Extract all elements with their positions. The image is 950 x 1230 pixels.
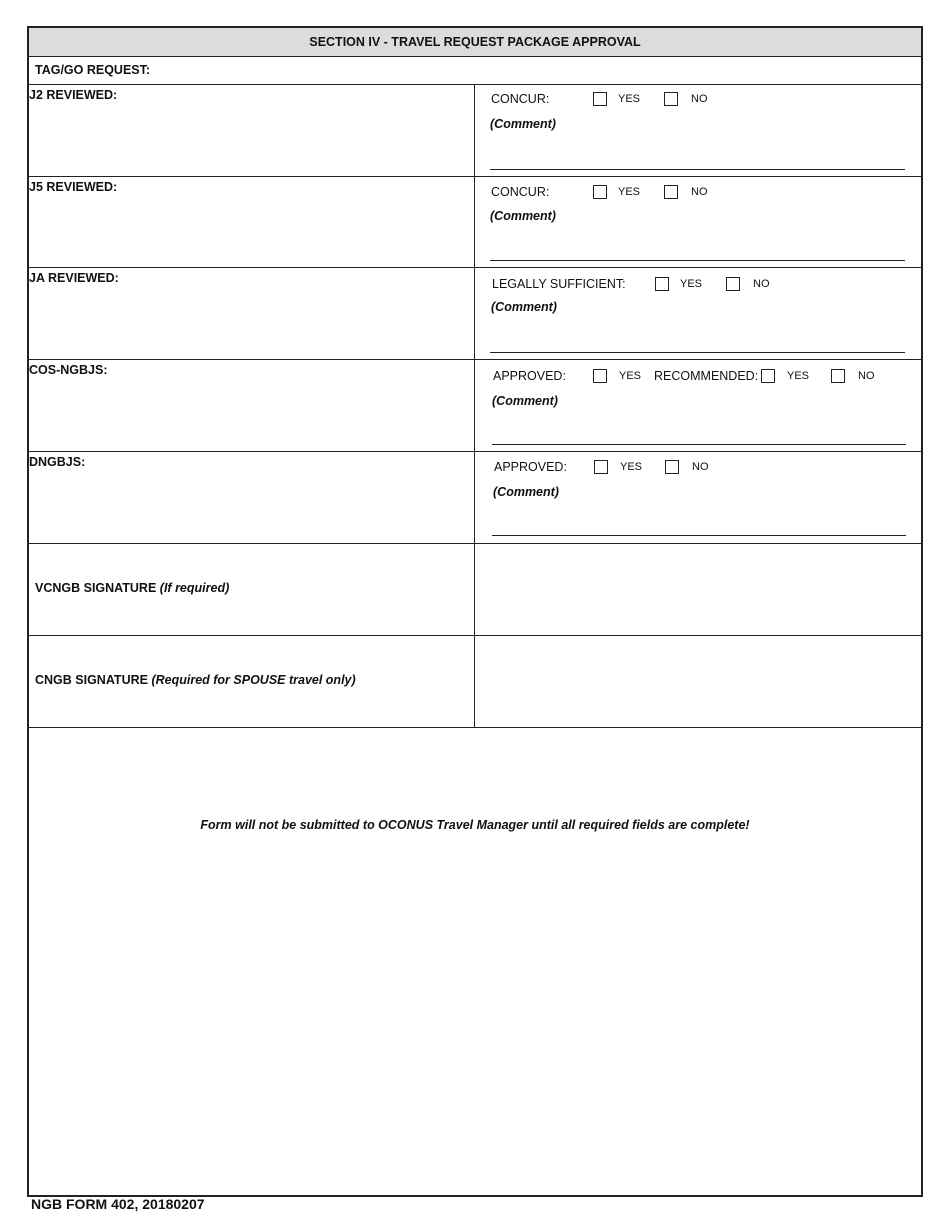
cos-approved-yes-label: YES bbox=[619, 370, 642, 382]
dngbjs-options bbox=[494, 458, 709, 476]
cngb-note: (Required for SPOUSE travel only) bbox=[151, 673, 356, 687]
cos-recommended-yes-checkbox[interactable] bbox=[761, 369, 775, 383]
cos-recommended-yes-label: YES bbox=[787, 370, 810, 382]
dngbjs-row bbox=[29, 452, 921, 544]
cos-recommended-no-label: NO bbox=[858, 370, 875, 382]
j5-concur-label: CONCUR: bbox=[491, 185, 550, 199]
cngb-signature-field[interactable] bbox=[475, 636, 921, 727]
cos-ngbjs-cell[interactable] bbox=[29, 360, 475, 451]
ja-legally-sufficient-label: LEGALLY SUFFICIENT: bbox=[492, 277, 626, 291]
dngbjs-label: DNGBJS: bbox=[29, 455, 86, 469]
vcngb-signature-label: VCNGB SIGNATURE (If required) bbox=[35, 581, 230, 595]
cngb-signature-label: CNGB SIGNATURE (Required for SPOUSE travel only) bbox=[35, 673, 356, 687]
vcngb-signature-field[interactable] bbox=[475, 544, 921, 635]
j5-reviewed-row bbox=[29, 177, 921, 268]
cos-recommended-no-checkbox[interactable] bbox=[831, 369, 845, 383]
cos-comment-line[interactable] bbox=[492, 444, 906, 445]
vcngb-note: (If required) bbox=[159, 581, 230, 595]
j2-concur-cell bbox=[475, 85, 921, 176]
j2-comment-line[interactable] bbox=[490, 169, 905, 170]
j2-no-label: NO bbox=[691, 93, 708, 105]
cngb-signature-row bbox=[29, 636, 921, 728]
j2-concur-label: CONCUR: bbox=[491, 92, 550, 106]
j5-yes-label: YES bbox=[618, 186, 641, 198]
vcngb-signature-label-cell bbox=[29, 544, 475, 635]
cos-approved-yes-checkbox[interactable] bbox=[593, 369, 607, 383]
ja-yes-label: YES bbox=[680, 278, 703, 290]
cos-recommended-label: RECOMMENDED: bbox=[654, 369, 759, 383]
cos-ngbjs-approval-cell bbox=[475, 360, 921, 451]
tag-go-request-row bbox=[29, 57, 921, 85]
j2-yes-label: YES bbox=[618, 93, 641, 105]
j2-no-checkbox[interactable] bbox=[664, 92, 678, 106]
vcngb-signature-row bbox=[29, 544, 921, 636]
ja-no-checkbox[interactable] bbox=[726, 277, 740, 291]
ja-legally-sufficient-cell bbox=[475, 268, 921, 359]
ja-legally-sufficient-options bbox=[492, 275, 770, 293]
dngbjs-no-checkbox[interactable] bbox=[665, 460, 679, 474]
ja-comment-label: (Comment) bbox=[491, 300, 557, 314]
j2-yes-checkbox[interactable] bbox=[593, 92, 607, 106]
cngb-signature-label-cell bbox=[29, 636, 475, 727]
approval-form bbox=[27, 26, 923, 1197]
cos-ngbjs-options bbox=[493, 367, 875, 385]
dngbjs-cell[interactable] bbox=[29, 452, 475, 543]
cos-comment-label: (Comment) bbox=[492, 394, 558, 408]
dngbjs-no-label: NO bbox=[692, 461, 709, 473]
ja-reviewed-cell[interactable] bbox=[29, 268, 475, 359]
cos-ngbjs-row bbox=[29, 360, 921, 452]
j5-no-checkbox[interactable] bbox=[664, 185, 678, 199]
j5-concur-options bbox=[491, 183, 708, 201]
section-title: SECTION IV - TRAVEL REQUEST PACKAGE APPROVAL bbox=[309, 35, 641, 49]
cos-ngbjs-label: COS-NGBJS: bbox=[29, 363, 108, 377]
cos-approved-label: APPROVED: bbox=[493, 369, 566, 383]
ja-comment-line[interactable] bbox=[490, 352, 905, 353]
j5-reviewed-label: J5 REVIEWED: bbox=[29, 180, 118, 194]
j5-comment-label: (Comment) bbox=[490, 209, 556, 223]
j2-reviewed-row bbox=[29, 85, 921, 177]
tag-go-request-label: TAG/GO REQUEST: bbox=[35, 63, 151, 77]
j5-concur-cell bbox=[475, 177, 921, 267]
j5-reviewed-cell[interactable] bbox=[29, 177, 475, 267]
j2-comment-label: (Comment) bbox=[490, 117, 556, 131]
j2-concur-options bbox=[491, 90, 708, 108]
j5-comment-line[interactable] bbox=[490, 260, 905, 261]
j5-no-label: NO bbox=[691, 186, 708, 198]
j2-reviewed-cell[interactable] bbox=[29, 85, 475, 176]
j2-reviewed-label: J2 REVIEWED: bbox=[29, 88, 118, 102]
dngbjs-comment-label: (Comment) bbox=[493, 485, 559, 499]
ja-yes-checkbox[interactable] bbox=[655, 277, 669, 291]
dngbjs-yes-label: YES bbox=[620, 461, 643, 473]
dngbjs-approval-cell bbox=[475, 452, 921, 543]
ja-reviewed-label: JA REVIEWED: bbox=[29, 271, 119, 285]
dngbjs-yes-checkbox[interactable] bbox=[594, 460, 608, 474]
dngbjs-comment-line[interactable] bbox=[492, 535, 906, 536]
form-footer: NGB FORM 402, 20180207 bbox=[31, 1196, 205, 1212]
ja-no-label: NO bbox=[753, 278, 770, 290]
j5-yes-checkbox[interactable] bbox=[593, 185, 607, 199]
submission-notice: Form will not be submitted to OCONUS Travel Manager until all required fields are complete! bbox=[200, 818, 750, 832]
section-header bbox=[29, 28, 921, 57]
ja-reviewed-row bbox=[29, 268, 921, 360]
dngbjs-approved-label: APPROVED: bbox=[494, 460, 567, 474]
